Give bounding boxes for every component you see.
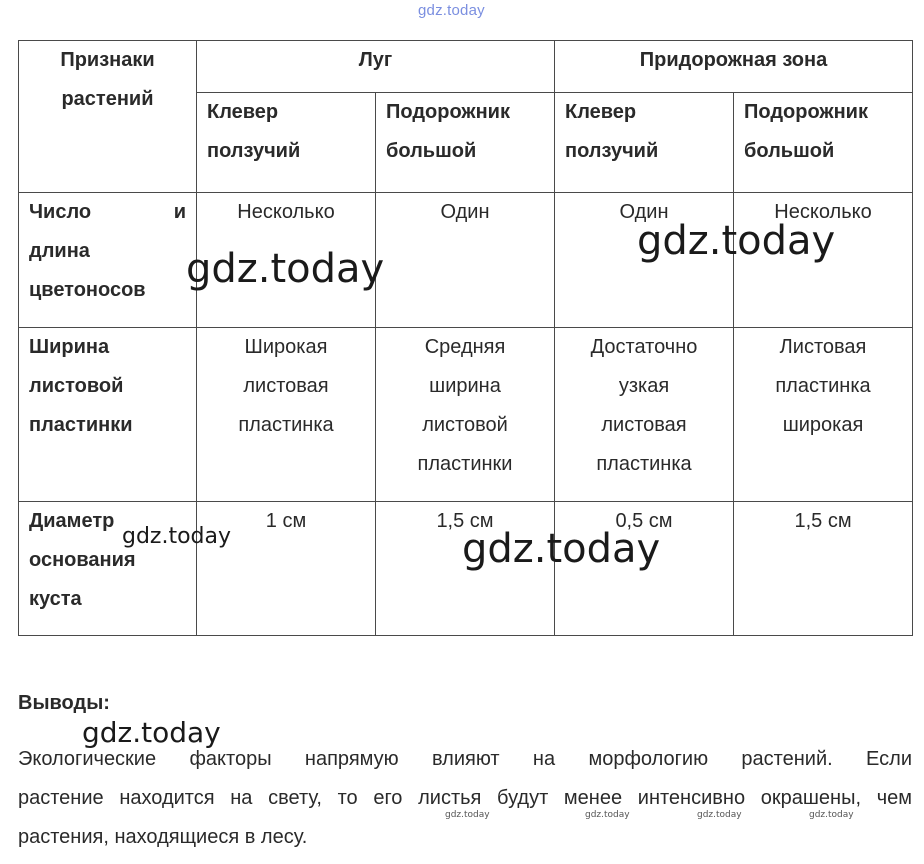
cell-line: 0,5 см	[615, 510, 673, 532]
conclusion-text	[18, 740, 912, 857]
watermark-small: gdz.today	[445, 810, 490, 820]
table-cell	[197, 328, 376, 502]
subheader-line: Клевер	[565, 101, 637, 123]
watermark: gdz.today	[82, 716, 221, 749]
table-row	[19, 193, 913, 328]
cell-line: пластинки	[417, 453, 513, 475]
table-row	[19, 502, 913, 636]
feature-line: Диаметр	[29, 510, 115, 532]
comparison-table	[18, 40, 913, 636]
subheader-line: большой	[744, 140, 835, 162]
table-cell	[376, 502, 555, 636]
subheader-plantain-meadow	[376, 93, 555, 193]
table-cell	[734, 502, 913, 636]
feature-line: листовой	[29, 375, 124, 397]
conclusion-line: Экологические факторы напрямую влияют на морфологию растений. Если	[18, 748, 912, 770]
cell-line: Несколько	[774, 201, 872, 223]
watermark-small: gdz.today	[585, 810, 630, 820]
subheader-line: Клевер	[207, 101, 279, 123]
table-cell	[555, 328, 734, 502]
feature-line	[29, 193, 186, 232]
subheader-line: ползучий	[207, 140, 301, 162]
cell-line: Достаточно	[590, 336, 698, 358]
conclusion-title: Выводы:	[18, 692, 110, 714]
watermark: gdz.today	[637, 218, 836, 264]
header-features-line2: растений	[61, 88, 154, 110]
feature-word: Число	[29, 201, 92, 223]
feature-stalks	[19, 193, 197, 328]
header-meadow: Луг	[197, 41, 555, 93]
table-cell	[376, 193, 555, 328]
feature-line: пластинки	[29, 414, 133, 436]
cell-line: ширина	[429, 375, 501, 397]
watermark: gdz.today	[462, 526, 661, 572]
table-cell	[197, 502, 376, 636]
table-cell	[376, 328, 555, 502]
feature-line: цветоносов	[29, 279, 146, 301]
conclusion-line: растения, находящиеся в лесу.	[18, 826, 308, 848]
watermark: gdz.today	[122, 524, 232, 549]
watermark-top: gdz.today	[418, 2, 485, 19]
conclusion-line: растение находится на свету, то его листья будут менее интенсивно окрашены, чем	[18, 787, 912, 809]
subheader-line: Подорожник	[386, 101, 510, 123]
table-cell	[555, 502, 734, 636]
subheader-line: Подорожник	[744, 101, 868, 123]
subheader-clover-meadow	[197, 93, 376, 193]
cell-line: листовой	[422, 414, 508, 436]
subheader-plantain-roadside	[734, 93, 913, 193]
feature-line: длина	[29, 240, 90, 262]
cell-line: Один	[440, 201, 490, 223]
subheader-clover-roadside	[555, 93, 734, 193]
header-features	[19, 41, 197, 193]
cell-line: пластинка	[238, 414, 334, 436]
feature-line: Ширина	[29, 336, 110, 358]
feature-line: куста	[29, 588, 82, 610]
feature-bush-diameter	[19, 502, 197, 636]
header-features-line1: Признаки	[60, 49, 155, 71]
watermark-small: gdz.today	[697, 810, 742, 820]
watermark: gdz.today	[186, 246, 385, 292]
feature-line: основания	[29, 549, 136, 571]
cell-line: Средняя	[424, 336, 506, 358]
table-cell	[197, 193, 376, 328]
header-roadside: Придорожная зона	[555, 41, 913, 93]
cell-line: пластинка	[596, 453, 692, 475]
feature-word: и	[173, 201, 186, 223]
cell-line: Несколько	[237, 201, 335, 223]
cell-line: узкая	[618, 375, 670, 397]
cell-line: Листовая	[779, 336, 867, 358]
table-cell	[734, 193, 913, 328]
cell-line: листовая	[601, 414, 687, 436]
cell-line: Широкая	[244, 336, 328, 358]
cell-line: 1 см	[265, 510, 307, 532]
cell-line: пластинка	[775, 375, 871, 397]
watermark-small: gdz.today	[809, 810, 854, 820]
cell-line: 1,5 см	[794, 510, 852, 532]
subheader-line: ползучий	[565, 140, 659, 162]
cell-line: листовая	[243, 375, 329, 397]
table-cell	[555, 193, 734, 328]
cell-line: широкая	[782, 414, 864, 436]
cell-line: Один	[619, 201, 669, 223]
cell-line: 1,5 см	[436, 510, 494, 532]
feature-leaf-width	[19, 328, 197, 502]
table-cell	[734, 328, 913, 502]
table-row	[19, 328, 913, 502]
subheader-line: большой	[386, 140, 477, 162]
